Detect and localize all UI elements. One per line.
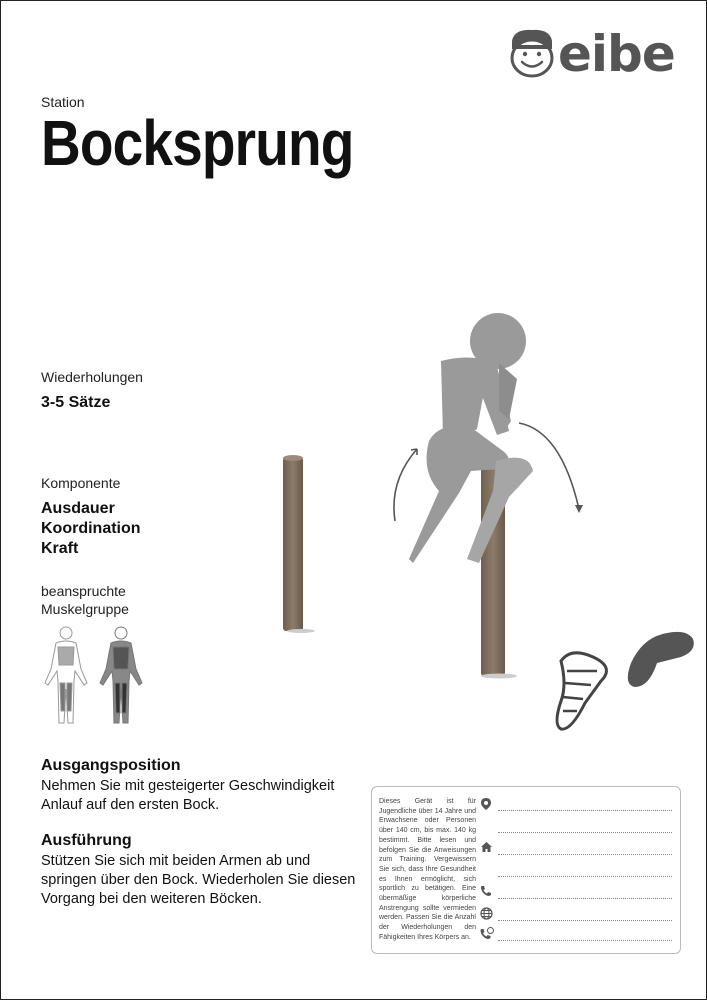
eibe-logo	[506, 23, 681, 83]
mascot-face-icon	[506, 27, 558, 79]
page-title: Bocksprung	[41, 107, 354, 179]
station-label: Station	[41, 94, 85, 110]
contact-row-address	[480, 841, 672, 857]
repetitions-value: 3-5 Sätze	[41, 394, 111, 411]
wooden-post-left	[283, 455, 315, 633]
muscle-label-line: Muskelgruppe	[41, 601, 129, 617]
repetitions-label: Wiederholungen	[41, 369, 143, 385]
start-position-text	[41, 777, 334, 815]
execution-title: Ausführung	[41, 832, 132, 849]
text-line: Anlauf auf den ersten Bock.	[41, 797, 220, 813]
logo-text: eibe	[558, 25, 675, 83]
component-item: Kraft	[41, 540, 79, 557]
safety-notice-text: Dieses Gerät ist für Jugendliche über 14 Jahre und Erwachsene oder Personen über 140 cm, bis max. 140 kg bestimmt. Bitte lesen und befolgen Sie die Anweisungen zum Training. Vergewissern Sie sich, dass Ihre Gesundheit es Ihnen ermöglicht, sich sportlich zu betätigen. Eine übermäßige körperliche Anstrengung sollte vermieden werden. Passen Sie die Anzahl der Wiederholungen den Fähigkeiten Ihres Körpers an.	[379, 798, 476, 941]
text-line: Vorgang bei den weiteren Böcken.	[41, 891, 262, 907]
phone-chat-icon	[480, 927, 494, 940]
execution-text	[41, 852, 355, 909]
start-position-title: Ausgangsposition	[41, 757, 181, 774]
footprint-bare-icon	[628, 632, 694, 687]
component-item: Ausdauer	[41, 500, 115, 517]
location-pin-icon	[480, 797, 492, 811]
text-line: Stützen Sie sich mit beiden Armen ab und	[41, 853, 311, 869]
safety-info-box	[371, 786, 681, 954]
text-line: Nehmen Sie mit gesteigerter Geschwindigkeit	[41, 778, 335, 794]
anatomy-front-figure	[45, 627, 87, 723]
component-item: Koordination	[41, 520, 141, 537]
contact-row-blank	[480, 863, 672, 879]
contact-row-phone	[480, 885, 672, 901]
phone-icon	[480, 885, 492, 897]
anatomy-figures-illustration	[39, 625, 151, 725]
muscle-label-line: beanspruchte	[41, 583, 126, 599]
exercise-illustration	[271, 301, 701, 741]
muscle-group-label	[41, 582, 129, 618]
home-icon	[480, 841, 493, 853]
component-label: Komponente	[41, 475, 121, 491]
contact-row-web	[480, 907, 672, 923]
globe-icon	[480, 907, 493, 920]
left-motion-arrow	[394, 449, 417, 521]
person-vaulting-figure	[409, 313, 533, 563]
contact-row-emergency	[480, 927, 672, 943]
component-list	[41, 499, 141, 559]
footprint-shoe-icon	[557, 653, 606, 729]
contact-row-blank	[480, 819, 672, 835]
text-line: springen über den Bock. Wiederholen Sie diesen	[41, 872, 356, 888]
contact-row-location	[480, 797, 672, 813]
anatomy-back-figure	[100, 627, 142, 723]
